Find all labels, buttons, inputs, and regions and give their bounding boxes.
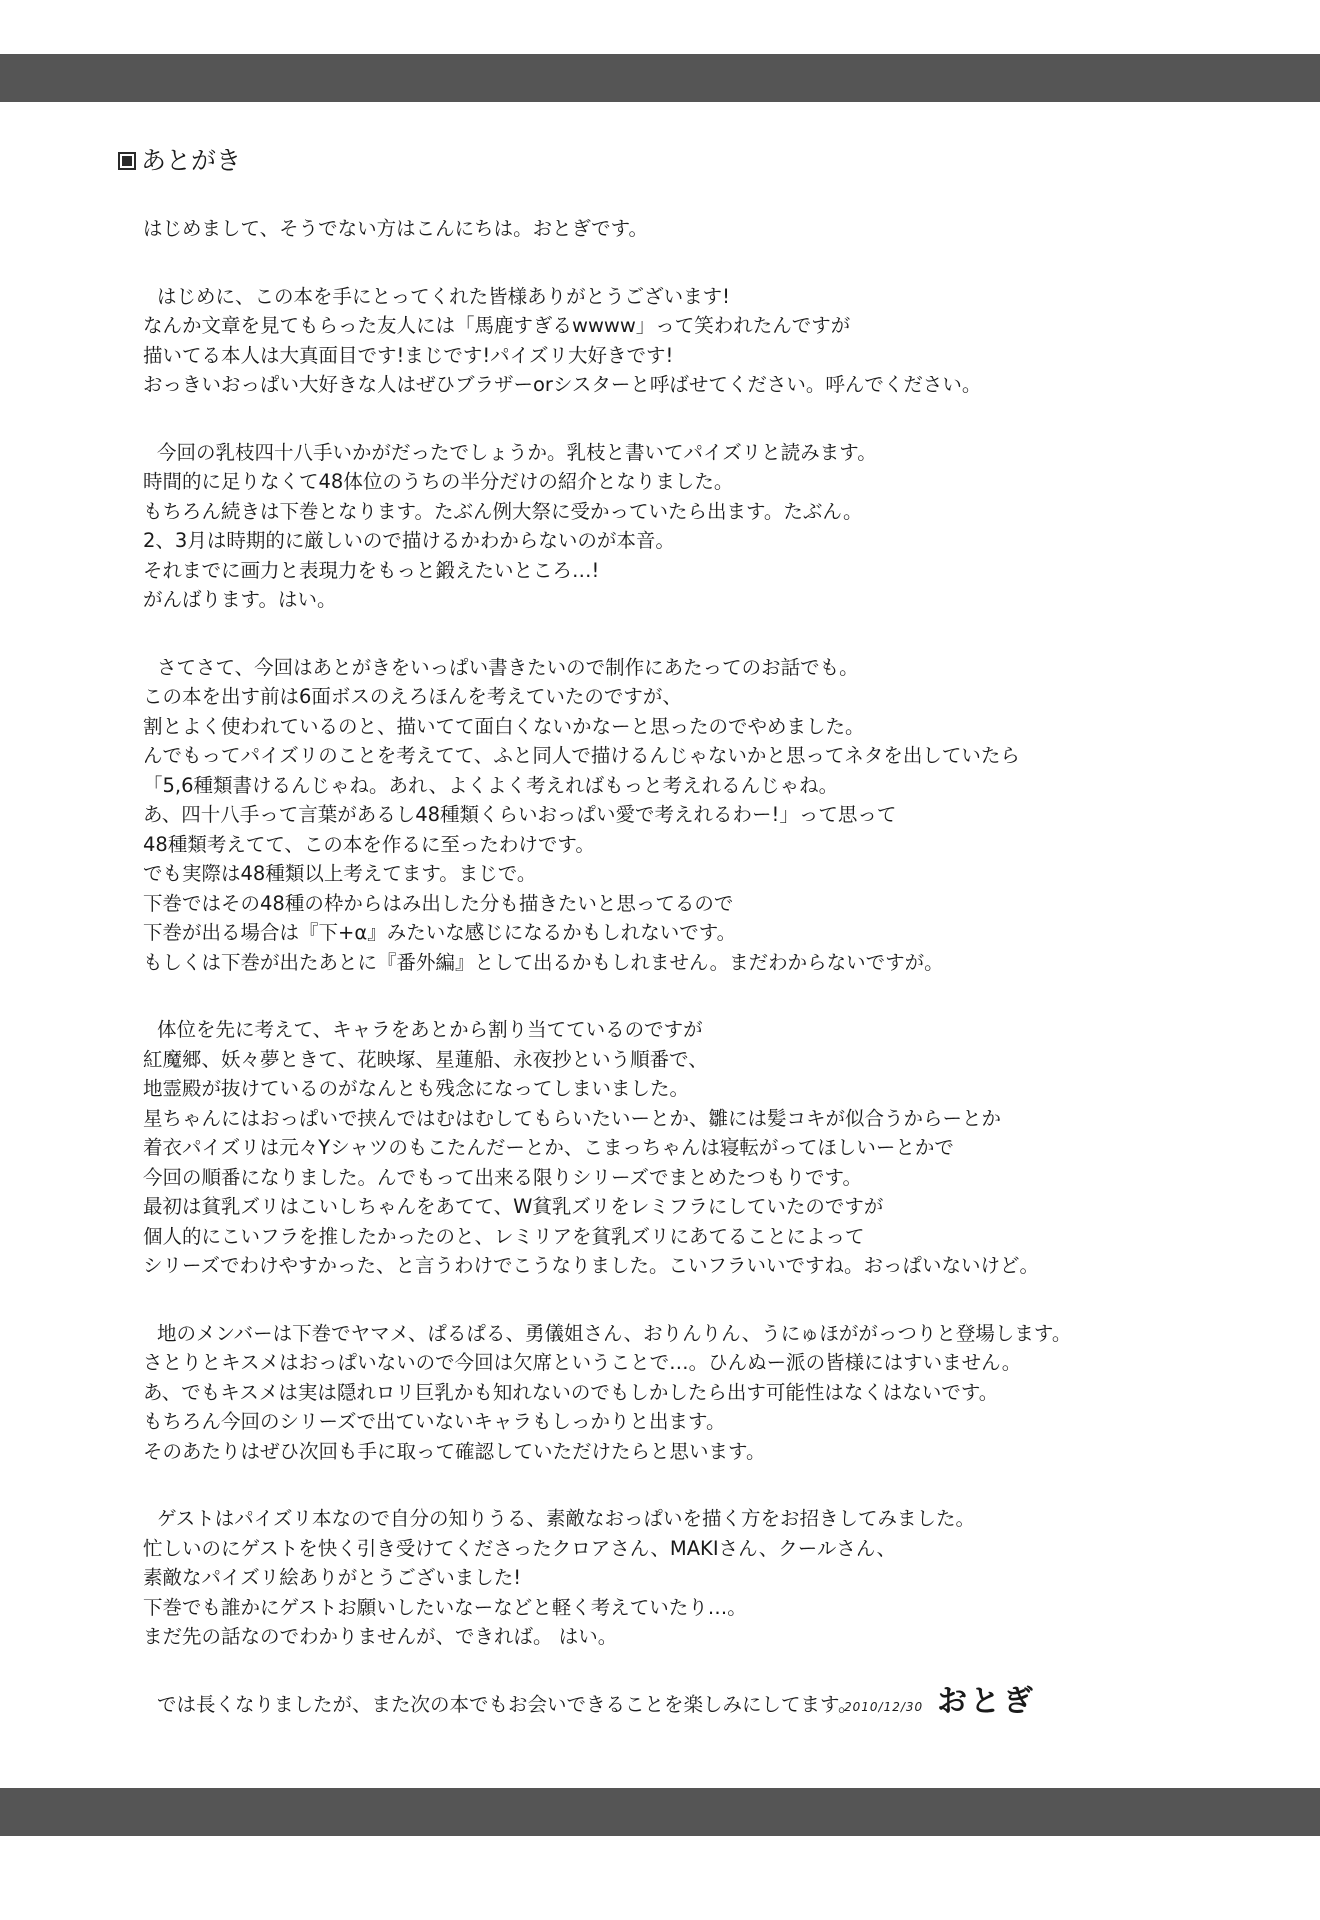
text-line: この本を出す前は6面ボスのえろほんを考えていたのですが、 — [143, 685, 682, 708]
text-line: なんか文章を見てもらった友人には「馬鹿すぎるwwww」って笑われたんですが — [143, 314, 851, 337]
text-line: がんばります。はい。 — [143, 588, 337, 611]
text-line: 下巻ではその48種の枠からはみ出した分も描きたいと思ってるので — [143, 891, 734, 915]
text-line: はじめまして、そうでない方はこんにちは。おとぎです。 — [143, 217, 649, 240]
text-line: あ、でもキスメは実は隠れロリ巨乳かも知れないのでもしかしたら出す可能性はなくはないです。 — [143, 1380, 999, 1404]
text-line: 「5,6種類書けるんじゃね。あれ、よくよく考えればもっと考えれるんじゃね。 — [143, 773, 839, 797]
text-line: はじめに、この本を手にとってくれた皆様ありがとうございます! — [157, 284, 730, 308]
signature-block — [844, 1676, 1036, 1720]
text-line: では長くなりましたが、また次の本でもお会いできることを楽しみにしてます。 — [157, 1692, 858, 1716]
text-line: シリーズでわけやすかった、と言うわけでこうなりました。こいフラいいですね。おっぱいないけど。 — [143, 1254, 1040, 1277]
text-line: 下巻が出る場合は『下+α』みたいな感じになるかもしれないです。 — [143, 921, 737, 944]
text-line: 地のメンバーは下巻でヤマメ、ぱるぱる、勇儀姐さん、おりんりん、うにゅほががっつりと登場します。 — [157, 1321, 1072, 1345]
text-line: それまでに画力と表現力をもっと鍛えたいところ…! — [143, 558, 600, 582]
bottom-border-band — [0, 1788, 1320, 1836]
paragraph — [143, 1015, 1153, 1281]
text-line: 48種類考えてて、この本を作るに至ったわけです。 — [143, 832, 595, 856]
text-line: 今回の乳枝四十八手いかがだったでしょうか。乳枝と書いてパイズリと読みます。 — [157, 440, 877, 464]
text-line: まだ先の話なのでわかりませんが、できれば。 はい。 — [143, 1625, 618, 1648]
text-line: もしくは下巻が出たあとに『番外編』として出るかもしれません。まだわからないですが。 — [143, 950, 944, 974]
text-line: 個人的にこいフラを推したかったのと、レミリアを貧乳ズリにあてることによって — [143, 1224, 865, 1248]
paragraph — [143, 438, 1153, 615]
text-line: 時間的に足りなくて48体位のうちの半分だけの紹介となりました。 — [143, 470, 734, 493]
text-line: さてさて、今回はあとがきをいっぱい書きたいので制作にあたってのお話でも。 — [157, 655, 859, 679]
page-heading — [118, 146, 241, 176]
top-border-band — [0, 54, 1320, 102]
text-line: 最初は貧乳ズリはこいしちゃんをあてて、W貧乳ズリをレミフラにしていたのですが — [143, 1195, 884, 1218]
text-line: 描いてる本人は大真面目です!まじです!パイズリ大好きです! — [143, 343, 674, 367]
paragraph — [143, 1319, 1153, 1467]
text-line: 体位を先に考えて、キャラをあとから割り当てているのですが — [157, 1018, 703, 1041]
text-line: おっきいおっぱい大好きな人はぜひブラザーorシスターと呼ばせてください。呼んでください。 — [143, 373, 982, 396]
text-line: 紅魔郷、妖々夢ときて、花映塚、星蓮船、永夜抄という順番で、 — [143, 1047, 708, 1071]
text-line: もちろん続きは下巻となります。たぶん例大祭に受かっていたら出ます。たぶん。 — [143, 499, 863, 523]
paragraph — [143, 653, 1153, 978]
square-mark-icon — [118, 152, 136, 170]
afterword-body — [143, 214, 1153, 1757]
signature-name: おとぎ — [937, 1684, 1037, 1719]
text-line: あ、四十八手って言葉があるし48種類くらいおっぱい愛で考えれるわー!」って思って — [143, 803, 897, 826]
text-line: 下巻でも誰かにゲストお願いしたいなーなどと軽く考えていたり…。 — [143, 1595, 747, 1619]
text-line: 今回の順番になりました。んでもって出来る限りシリーズでまとめたつもりです。 — [143, 1165, 862, 1189]
text-line: 素敵なパイズリ絵ありがとうございました! — [143, 1566, 522, 1589]
paragraph — [143, 282, 1153, 400]
text-line: 割とよく使われているのと、描いてて面白くないかなーと思ったのでやめました。 — [143, 714, 865, 738]
text-line: もちろん今回のシリーズで出ていないキャラもしっかりと出ます。 — [143, 1410, 726, 1433]
text-line: 着衣パイズリは元々Yシャツのもこたんだーとか、こまっちゃんは寝転がってほしいーとかで — [143, 1136, 954, 1159]
paragraph — [143, 1504, 1153, 1652]
text-line: でも実際は48種類以上考えてます。まじで。 — [143, 862, 537, 885]
text-line: 2、3月は時期的に厳しいので描けるかわからないのが本音。 — [143, 529, 675, 552]
text-line: 忙しいのにゲストを快く引き受けてくださったクロアさん、MAKIさん、クールさん、 — [143, 1536, 897, 1560]
text-line: 星ちゃんにはおっぱいで挟んではむはむしてもらいたいーとか、雛には髪コキが似合うからーとか — [143, 1106, 1002, 1130]
text-line: んでもってパイズリのことを考えてて、ふと同人で描けるんじゃないかと思ってネタを出していたら — [143, 744, 1020, 767]
text-line: そのあたりはぜひ次回も手に取って確認していただけたらと思います。 — [143, 1439, 766, 1463]
text-line: ゲストはパイズリ本なので自分の知りうる、素敵なおっぱいを描く方をお招きしてみました。 — [157, 1507, 976, 1530]
signature-date: 2010/12/30 — [844, 1700, 924, 1714]
text-line: 地霊殿が抜けているのがなんとも残念になってしまいました。 — [143, 1077, 690, 1100]
paragraph — [143, 214, 1153, 244]
text-line: さとりとキスメはおっぱいないので今回は欠席ということで…。ひんぬー派の皆様にはすいません。 — [143, 1351, 1022, 1374]
heading-title: あとがき — [141, 146, 242, 175]
